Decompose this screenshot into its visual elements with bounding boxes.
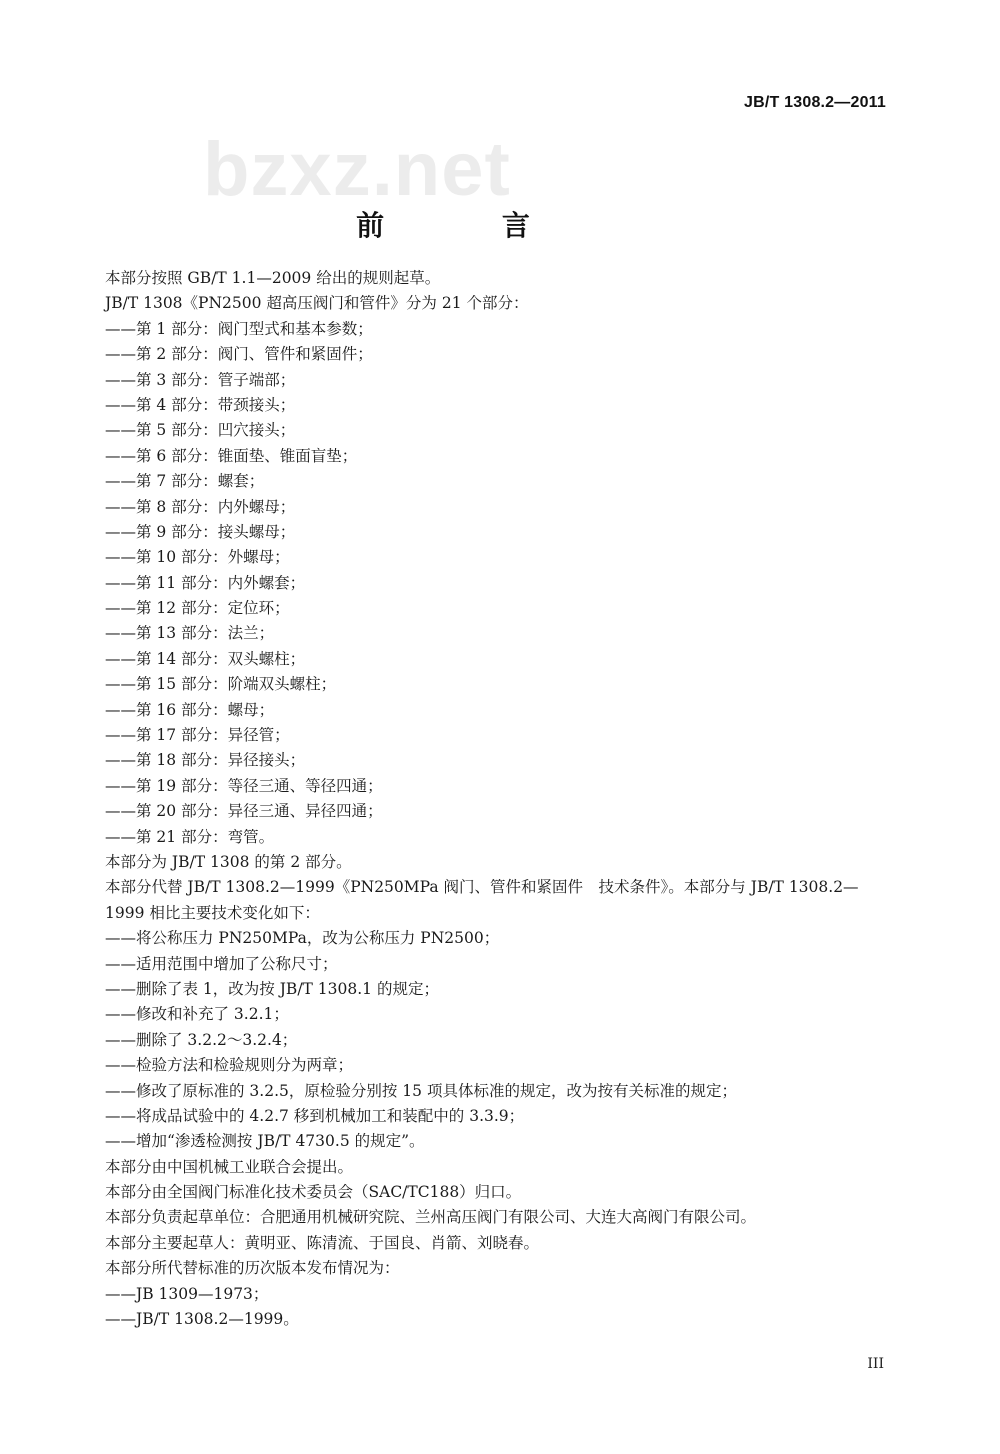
part-list-item: ——第 15 部分：阶端双头螺柱； [105,675,337,694]
intro-line: 本部分按照 GB/T 1.1—2009 给出的规则起草。 [105,269,441,287]
part-list-item: ——第 8 部分：内外螺母； [105,497,296,516]
change-list-item: ——删除了 3.2.2～3.2.4； [105,1030,298,1049]
change-list-item: ——将公称压力 PN250MPa，改为公称压力 PN2500； [105,929,500,948]
closing-line: 本部分负责起草单位：合肥通用机械研究院、兰州高压阀门有限公司、大连大高阀门有限公司。 [105,1208,757,1227]
part-statement: 本部分为 JB/T 1308 的第 2 部分。 [105,852,352,871]
part-list-item: ——第 19 部分：等径三通、等径四通； [105,776,383,795]
watermark: bzxz.net [203,127,511,212]
part-list-item: ——第 14 部分：双头螺柱； [105,649,306,668]
part-list-item: ——第 7 部分：螺套； [105,472,265,491]
part-list-item: ——第 6 部分：锥面垫、锥面盲垫； [105,446,358,465]
part-list-item: ——第 17 部分：异径管； [105,726,290,745]
history-list-item: ——JB 1309—1973； [105,1284,269,1303]
closing-line: 本部分由中国机械工业联合会提出。 [105,1157,354,1176]
change-list-item: ——适用范围中增加了公称尺寸； [105,954,338,973]
part-list-item: ——第 11 部分：内外螺套； [105,573,306,592]
part-list-item: ——第 9 部分：接头螺母； [105,522,296,541]
change-list-item: ——修改和补充了 3.2.1； [105,1005,289,1024]
page-title: 前 言 [356,209,584,242]
intro-line: JB/T 1308《PN2500 超高压阀门和管件》分为 21 个部分： [105,294,529,313]
change-list-item: ——检验方法和检验规则分为两章； [105,1056,354,1075]
document-code: JB/T 1308.2—2011 [744,94,886,111]
history-list-item: ——JB/T 1308.2—1999。 [105,1310,299,1329]
part-list-item: ——第 13 部分：法兰； [105,624,275,643]
part-list-item: ——第 18 部分：异径接头； [105,751,306,770]
part-list-item: ——第 5 部分：凹穴接头； [105,421,296,440]
part-list-item: ——第 4 部分：带颈接头； [105,395,296,414]
closing-line: 本部分所代替标准的历次版本发布情况为： [105,1259,400,1278]
part-list-item: ——第 2 部分：阀门、管件和紧固件； [105,345,373,364]
part-list-item: ——第 20 部分：异径三通、异径四通； [105,802,383,821]
part-list-item: ——第 3 部分：管子端部； [105,370,296,389]
closing-line: 本部分主要起草人：黄明亚、陈清流、于国良、肖箭、刘晓春。 [105,1233,540,1252]
closing-line: 本部分由全国阀门标准化技术委员会（SAC/TC188）归口。 [105,1183,522,1202]
part-list-item: ——第 21 部分：弯管。 [105,827,275,846]
part-list-item: ——第 1 部分：阀门型式和基本参数； [105,319,373,338]
change-list-item: ——修改了原标准的 3.2.5，原检验分别按 15 项具体标准的规定，改为按有关标准的规定； [105,1081,737,1100]
foreword-body [105,266,895,1332]
page-number: III [867,1356,884,1372]
part-list-item: ——第 10 部分：外螺母； [105,548,290,567]
part-list-item: ——第 12 部分：定位环； [105,599,290,618]
change-list-item: ——将成品试验中的 4.2.7 移到机械加工和装配中的 3.3.9； [105,1106,525,1125]
change-list-item: ——删除了表 1，改为按 JB/T 1308.1 的规定； [105,979,439,998]
replace-statement: 本部分代替 JB/T 1308.2—1999《PN250MPa 阀门、管件和紧固件 技术条件》。本部分与 JB/T 1308.2—1999 相比主要技术变化如下： [105,878,859,922]
part-list-item: ——第 16 部分：螺母； [105,700,275,719]
change-list-item: ——增加“渗透检测按 JB/T 4730.5 的规定”。 [105,1132,425,1151]
